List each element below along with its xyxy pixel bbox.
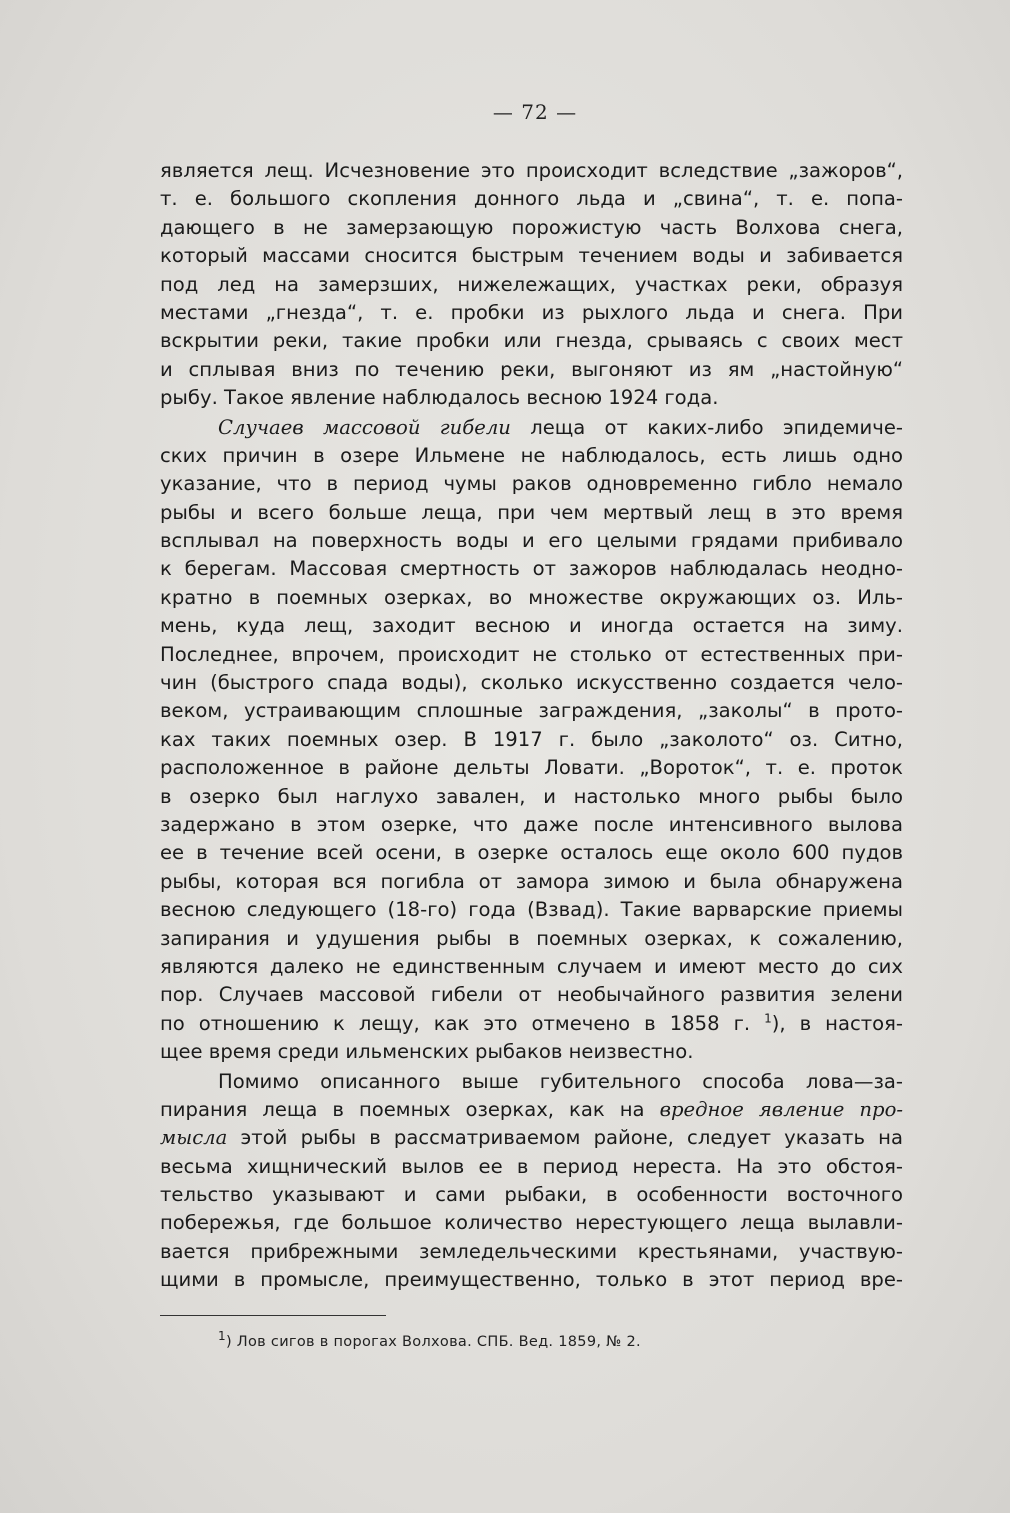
footnote xyxy=(218,1329,641,1350)
text-line: является лещ. Исчезновение это происходит вследствие „зажоров“, xyxy=(160,159,903,182)
footnote-ref[interactable]: 1 xyxy=(764,1011,772,1026)
text-line: веком, устраивающим сплошные заграждения, „заколы“ в прото- xyxy=(160,699,903,723)
text-line: Помимо описанного выше губительного способа лова—за- xyxy=(218,1069,903,1093)
text-line: ее в течение всей осени, в озерке осталось еще около 600 пудов xyxy=(160,841,903,865)
text-line: дающего в не замерзающую порожистую часть Волхова снега, xyxy=(160,215,903,239)
text-line xyxy=(160,1096,903,1124)
text-line: в озерко был наглухо завален, и настолько много рыбы было xyxy=(160,784,903,808)
text-line: всплывал на поверхность воды и его целыми грядами прибивало xyxy=(160,529,903,553)
text-line xyxy=(160,1124,903,1152)
footnote-divider xyxy=(160,1315,386,1316)
text-line: весьма хищнический вылов ее в период нереста. На это обстоя- xyxy=(160,1154,903,1178)
text-line xyxy=(160,414,903,442)
text-line: вскрытии реки, такие пробки или гнезда, срываясь с своих мест xyxy=(160,329,903,353)
italic-phrase: Случаев массовой гибели xyxy=(218,415,511,439)
text-line: расположенное в районе дельты Ловати. „Вороток“, т. е. проток xyxy=(160,756,903,780)
text-segment: этой рыбы в рассматриваемом районе, следует указать на xyxy=(227,1126,903,1150)
text-line: к берегам. Массовая смертность от зажоров наблюдалась неодно- xyxy=(160,557,903,581)
text-line: который массами сносится быстрым течением воды и забивается xyxy=(160,244,903,268)
text-line: рыбы, которая вся погибла от замора зимою и была обнаружена xyxy=(160,869,903,893)
italic-phrase: мысла xyxy=(160,1126,228,1150)
text-segment: леща от каких-либо эпидемиче- xyxy=(510,415,903,439)
text-line: местами „гнезда“, т. е. пробки из рыхлого льда и снега. При xyxy=(160,300,903,324)
page-number: — 72 — xyxy=(492,100,578,124)
text-line: щими в промысле, преимущественно, только в этот период вре- xyxy=(160,1268,903,1292)
text-line: ских причин в озере Ильмене не наблюдалось, есть лишь одно xyxy=(160,443,903,467)
text-line: рыбы и всего больше леща, при чем мертвый лещ в это время xyxy=(160,500,903,524)
italic-phrase: вредное явление про- xyxy=(659,1097,903,1121)
text-line: рыбу. Такое явление наблюдалось весною 1924 года. xyxy=(160,386,719,410)
footnote-text: ) Лов сигов в порогах Волхова. СПБ. Вед. 1859, № 2. xyxy=(225,1334,641,1350)
text-line: являются далеко не единственным случаем и имеют место до сих xyxy=(160,954,903,978)
text-line: чин (быстрого спада воды), сколько искусственно создается чело- xyxy=(160,671,903,695)
text-line: Последнее, впрочем, происходит не столько от естественных при- xyxy=(160,642,903,666)
text-line: под лед на замерзших, нижележащих, участках реки, образуя xyxy=(160,272,903,296)
text-line xyxy=(160,1010,903,1038)
text-line: кратно в поемных озерках, во множестве окружающих оз. Иль- xyxy=(160,585,903,609)
text-line: и сплывая вниз по течению реки, выгоняют из ям „настойную“ xyxy=(160,357,903,381)
body-text xyxy=(160,157,903,1295)
text-line: запирания и удушения рыбы в поемных озерках, к сожалению, xyxy=(160,926,903,950)
text-line: ках таких поемных озер. В 1917 г. было „заколото“ оз. Ситно, xyxy=(160,727,903,751)
text-segment: пирания леща в поемных озерках, как на xyxy=(160,1097,660,1121)
text-line: т. е. большого скопления донного льда и „свина“, т. е. попа- xyxy=(160,187,903,211)
text-line: побережья, где большое количество нерестующего леща вылавли- xyxy=(160,1211,903,1235)
text-line: пор. Случаев массовой гибели от необычайного развития зелени xyxy=(160,983,903,1007)
text-line: тельство указывают и сами рыбаки, в особенности восточного xyxy=(160,1183,903,1207)
text-line: весною следующего (18-го) года (Взвад). Такие варварские приемы xyxy=(160,898,903,922)
text-line: мень, куда лещ, заходит весною и иногда остается на зиму. xyxy=(160,614,903,638)
text-line: указание, что в период чумы раков одновременно гибло немало xyxy=(160,472,903,496)
text-line: вается прибрежными земледельческими крестьянами, участвую- xyxy=(160,1239,903,1263)
text-segment: по отношению к лещу, как это отмечено в 1858 г. xyxy=(160,1011,765,1035)
footnote-marker: 1 xyxy=(218,1329,226,1344)
text-segment: ), в настоя- xyxy=(771,1011,903,1035)
text-line: задержано в этом озерке, что даже после интенсивного вылова xyxy=(160,812,903,836)
text-line: щее время среди ильменских рыбаков неизвестно. xyxy=(160,1040,694,1064)
